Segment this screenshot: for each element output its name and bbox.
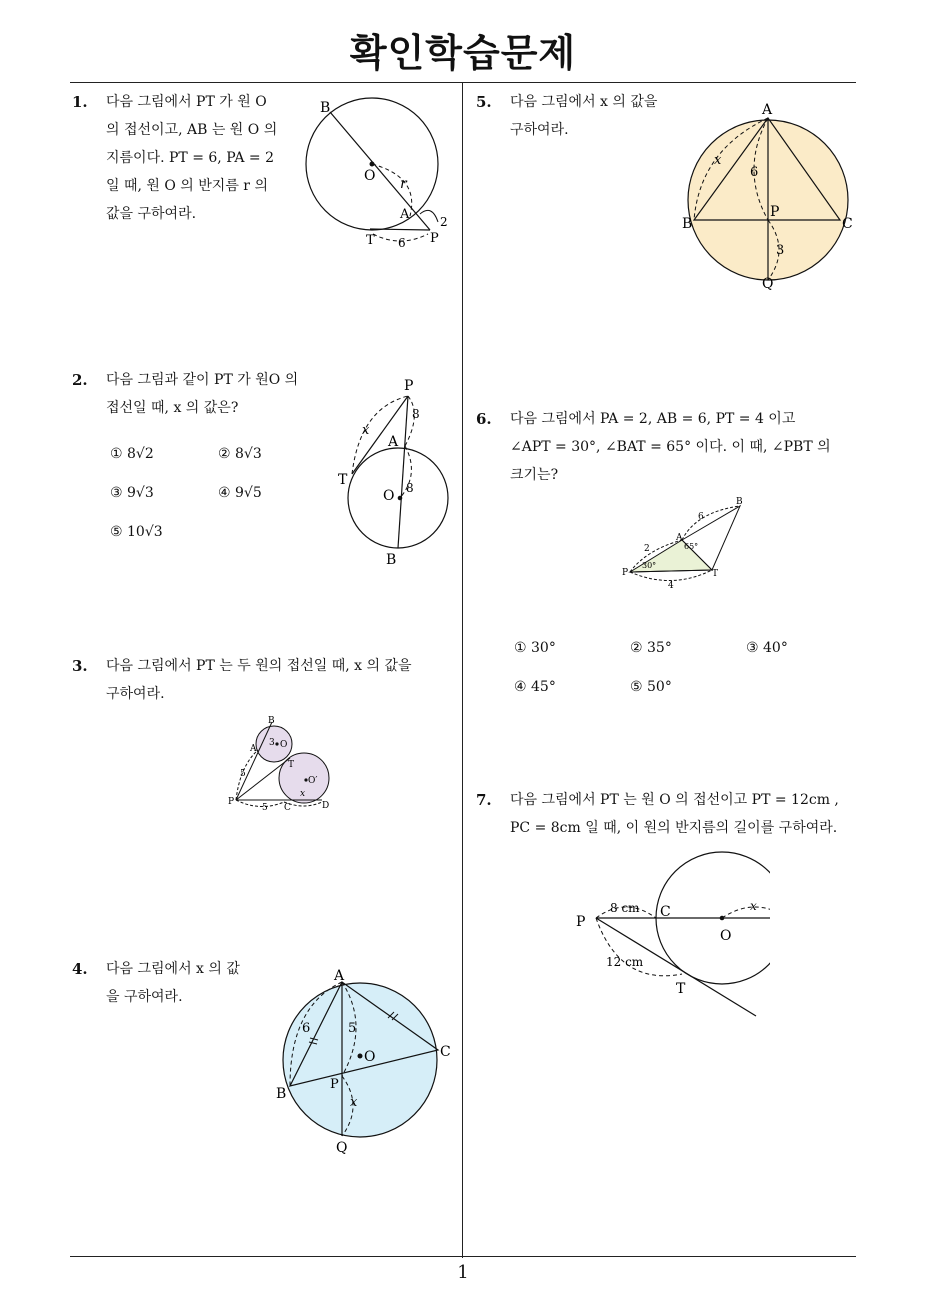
choice[interactable]: ③ 40°	[746, 640, 788, 656]
figure-7	[570, 846, 770, 1022]
label-a: A	[334, 968, 345, 984]
label-length: 6	[302, 1021, 311, 1036]
column-divider	[462, 82, 463, 1258]
label-p: P	[622, 568, 629, 578]
center-point	[275, 742, 278, 745]
header-rule	[70, 82, 856, 83]
figure-1	[300, 92, 460, 257]
problem-text-line: 크기는?	[510, 467, 559, 483]
problem-text-line: 다음 그림에서 PT 가 원 O	[106, 94, 267, 110]
problem-text-line: 다음 그림에서 x 의 값	[106, 961, 240, 977]
label-b: B	[276, 1086, 287, 1102]
label-x: x	[714, 153, 722, 168]
problem-text-line: 을 구하여라.	[106, 989, 183, 1005]
label-x: x	[300, 789, 306, 799]
label-q: Q	[336, 1140, 348, 1156]
label-length: 5	[262, 803, 268, 813]
label-b: B	[736, 497, 743, 507]
label-c: C	[842, 216, 853, 232]
problem-text-line: 다음 그림과 같이 PT 가 원O 의	[106, 372, 299, 388]
label-x: x	[750, 899, 757, 913]
label-a: A	[388, 434, 399, 450]
label-length: 6	[398, 236, 406, 250]
choice[interactable]: ③ 9√3	[110, 485, 154, 501]
circle-o	[283, 983, 437, 1137]
label-length: 6	[750, 165, 759, 180]
label-t: T	[288, 760, 295, 770]
length-arc	[236, 800, 284, 807]
label-p: P	[228, 797, 235, 807]
problem-text-line: 값을 구하여라.	[106, 206, 197, 222]
label-t: T	[676, 981, 686, 997]
label-p: P	[770, 204, 780, 220]
label-a: A	[676, 533, 683, 543]
label-o: O	[280, 740, 288, 750]
label-length: 4	[668, 581, 674, 591]
label-b: B	[682, 216, 693, 232]
footer-rule	[70, 1256, 856, 1257]
label-b: B	[320, 100, 331, 116]
length-arc	[722, 907, 770, 918]
figure-6	[616, 494, 756, 594]
problem-text-line: 다음 그림에서 PA = 2, AB = 6, PT = 4 이고	[510, 411, 796, 427]
label-p: P	[404, 378, 414, 394]
problem-number: 4.	[72, 960, 88, 978]
problem-text-line: 다음 그림에서 PT 는 원 O 의 접선이고 PT = 12cm ,	[510, 792, 839, 808]
line-pb	[236, 722, 272, 800]
diameter-bp	[330, 112, 430, 230]
choice[interactable]: ④ 9√5	[218, 485, 262, 501]
label-p: P	[330, 1077, 339, 1092]
label-length: 5	[240, 769, 246, 779]
label-r: r	[400, 176, 407, 192]
label-a: A	[762, 102, 773, 118]
problem-text-line: 구하여라.	[510, 122, 569, 138]
page-title: 확인학습문제	[349, 31, 577, 75]
tangent-pt	[352, 396, 408, 474]
problem-text-line: PC = 8cm 일 때, 이 원의 반지름의 길이를 구하여라.	[510, 820, 838, 836]
label-o: O	[364, 1049, 376, 1065]
problem-number: 6.	[476, 410, 492, 428]
label-length: 8	[406, 481, 414, 495]
problem-number: 2.	[72, 371, 88, 389]
label-x: x	[350, 1095, 358, 1110]
label-c: C	[660, 904, 671, 920]
label-length: 6	[698, 512, 704, 522]
problem-number: 3.	[72, 657, 88, 675]
label-angle: 30°	[642, 561, 657, 570]
problem-number: 5.	[476, 93, 492, 111]
label-length: 2	[440, 215, 448, 229]
label-o: O	[364, 168, 376, 184]
label-o: O	[383, 488, 395, 504]
problem-number: 1.	[72, 93, 88, 111]
label-t: T	[712, 569, 719, 579]
label-b: B	[386, 552, 397, 568]
choice[interactable]: ① 30°	[514, 640, 556, 656]
choice[interactable]: ② 35°	[630, 640, 672, 656]
choice[interactable]: ④ 45°	[514, 679, 556, 695]
length-arc	[420, 210, 438, 222]
problem-text-line: 의 접선이고, AB 는 원 O 의	[106, 122, 278, 138]
label-length: 8 cm	[610, 901, 640, 915]
label-length: 12 cm	[606, 955, 644, 969]
label-o2: O′	[308, 776, 318, 786]
label-a: A	[400, 207, 410, 222]
label-length: 3	[269, 738, 275, 748]
choice[interactable]: ① 8√2	[110, 446, 154, 462]
label-a: A	[250, 744, 257, 754]
problem-text-line: 다음 그림에서 x 의 값을	[510, 94, 658, 110]
page-number: 1	[457, 1262, 469, 1283]
label-angle: 65°	[684, 542, 699, 551]
label-length: 8	[412, 407, 420, 421]
secant-pb	[398, 396, 408, 548]
problem-text-line: 접선일 때, x 의 값은?	[106, 400, 239, 416]
center-point	[358, 1054, 363, 1059]
choice[interactable]: ⑤ 10√3	[110, 524, 163, 540]
label-t: T	[338, 472, 348, 488]
label-d: D	[322, 801, 330, 811]
problem-number: 7.	[476, 791, 492, 809]
figure-5	[680, 100, 860, 290]
label-c: C	[440, 1044, 451, 1060]
problem-text-line: 일 때, 원 O 의 반지름 r 의	[106, 178, 268, 194]
label-q: Q	[762, 276, 774, 290]
label-b: B	[268, 716, 275, 726]
label-t: T	[366, 233, 375, 248]
label-length: 3	[776, 243, 785, 258]
figure-4	[270, 966, 460, 1156]
label-length: 5	[348, 1021, 357, 1036]
figure-3	[224, 712, 340, 816]
choice[interactable]: ② 8√3	[218, 446, 262, 462]
problem-text-line: 구하여라.	[106, 686, 165, 702]
problem-text-line: 지름이다. PT = 6, PA = 2	[106, 150, 274, 166]
label-x: x	[362, 423, 370, 438]
choice[interactable]: ⑤ 50°	[630, 679, 672, 695]
label-c: C	[284, 803, 291, 813]
label-p: P	[430, 231, 439, 246]
center-point	[398, 496, 403, 501]
figure-2	[330, 374, 460, 570]
label-p: P	[576, 914, 586, 930]
problem-text-line: 다음 그림에서 PT 는 두 원의 접선일 때, x 의 값을	[106, 658, 412, 674]
problem-text-line: ∠APT = 30°, ∠BAT = 65° 이다. 이 때, ∠PBT 의	[510, 439, 831, 455]
label-o: O	[720, 928, 732, 944]
label-length: 2	[644, 544, 650, 554]
